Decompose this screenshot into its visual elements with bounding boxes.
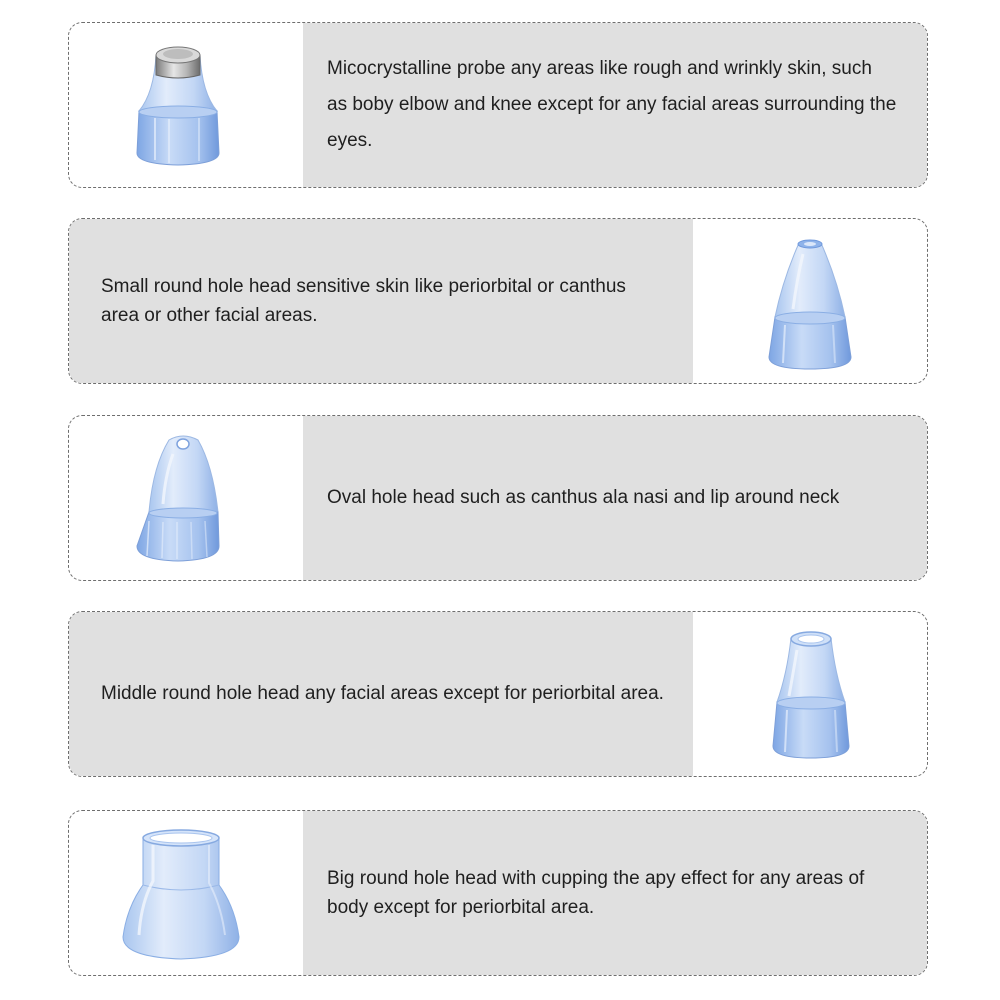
description-panel: [303, 416, 927, 580]
description-panel: [303, 811, 927, 975]
middle-round-hole-tip-icon: [693, 612, 927, 777]
item-card-oval-hole: [68, 415, 928, 581]
tip-image-panel: [693, 612, 927, 776]
description-panel: [69, 612, 693, 776]
item-description: Small round hole head sensitive skin like periorbital or canthus area or other facial areas.: [101, 275, 626, 326]
item-description: Middle round hole head any facial areas except for periorbital area.: [101, 683, 664, 705]
microcrystalline-probe-tip-icon: [69, 23, 303, 188]
oval-hole-tip-icon: [69, 416, 303, 581]
description-panel: [69, 219, 693, 383]
item-card-middle-round-hole: [68, 611, 928, 777]
item-description: Micocrystalline probe any areas like rough and wrinkly skin, such as boby elbow and knee except for any facial areas surrounding the eyes.: [327, 57, 897, 152]
description-panel: [303, 23, 927, 187]
tip-image-panel: [69, 23, 303, 187]
item-card-big-round-hole: [68, 810, 928, 976]
item-card-microcrystalline: [68, 22, 928, 188]
item-card-small-round-hole: [68, 218, 928, 384]
tip-image-panel: [69, 811, 303, 975]
tip-image-panel: [69, 416, 303, 580]
small-round-hole-tip-icon: [693, 219, 927, 384]
tip-image-panel: [693, 219, 927, 383]
item-description: Big round hole head with cupping the apy effect for any areas of body except for periorbital area.: [327, 867, 865, 918]
big-round-hole-tip-icon: [69, 811, 303, 976]
item-description: Oval hole head such as canthus ala nasi and lip around neck: [327, 487, 840, 509]
